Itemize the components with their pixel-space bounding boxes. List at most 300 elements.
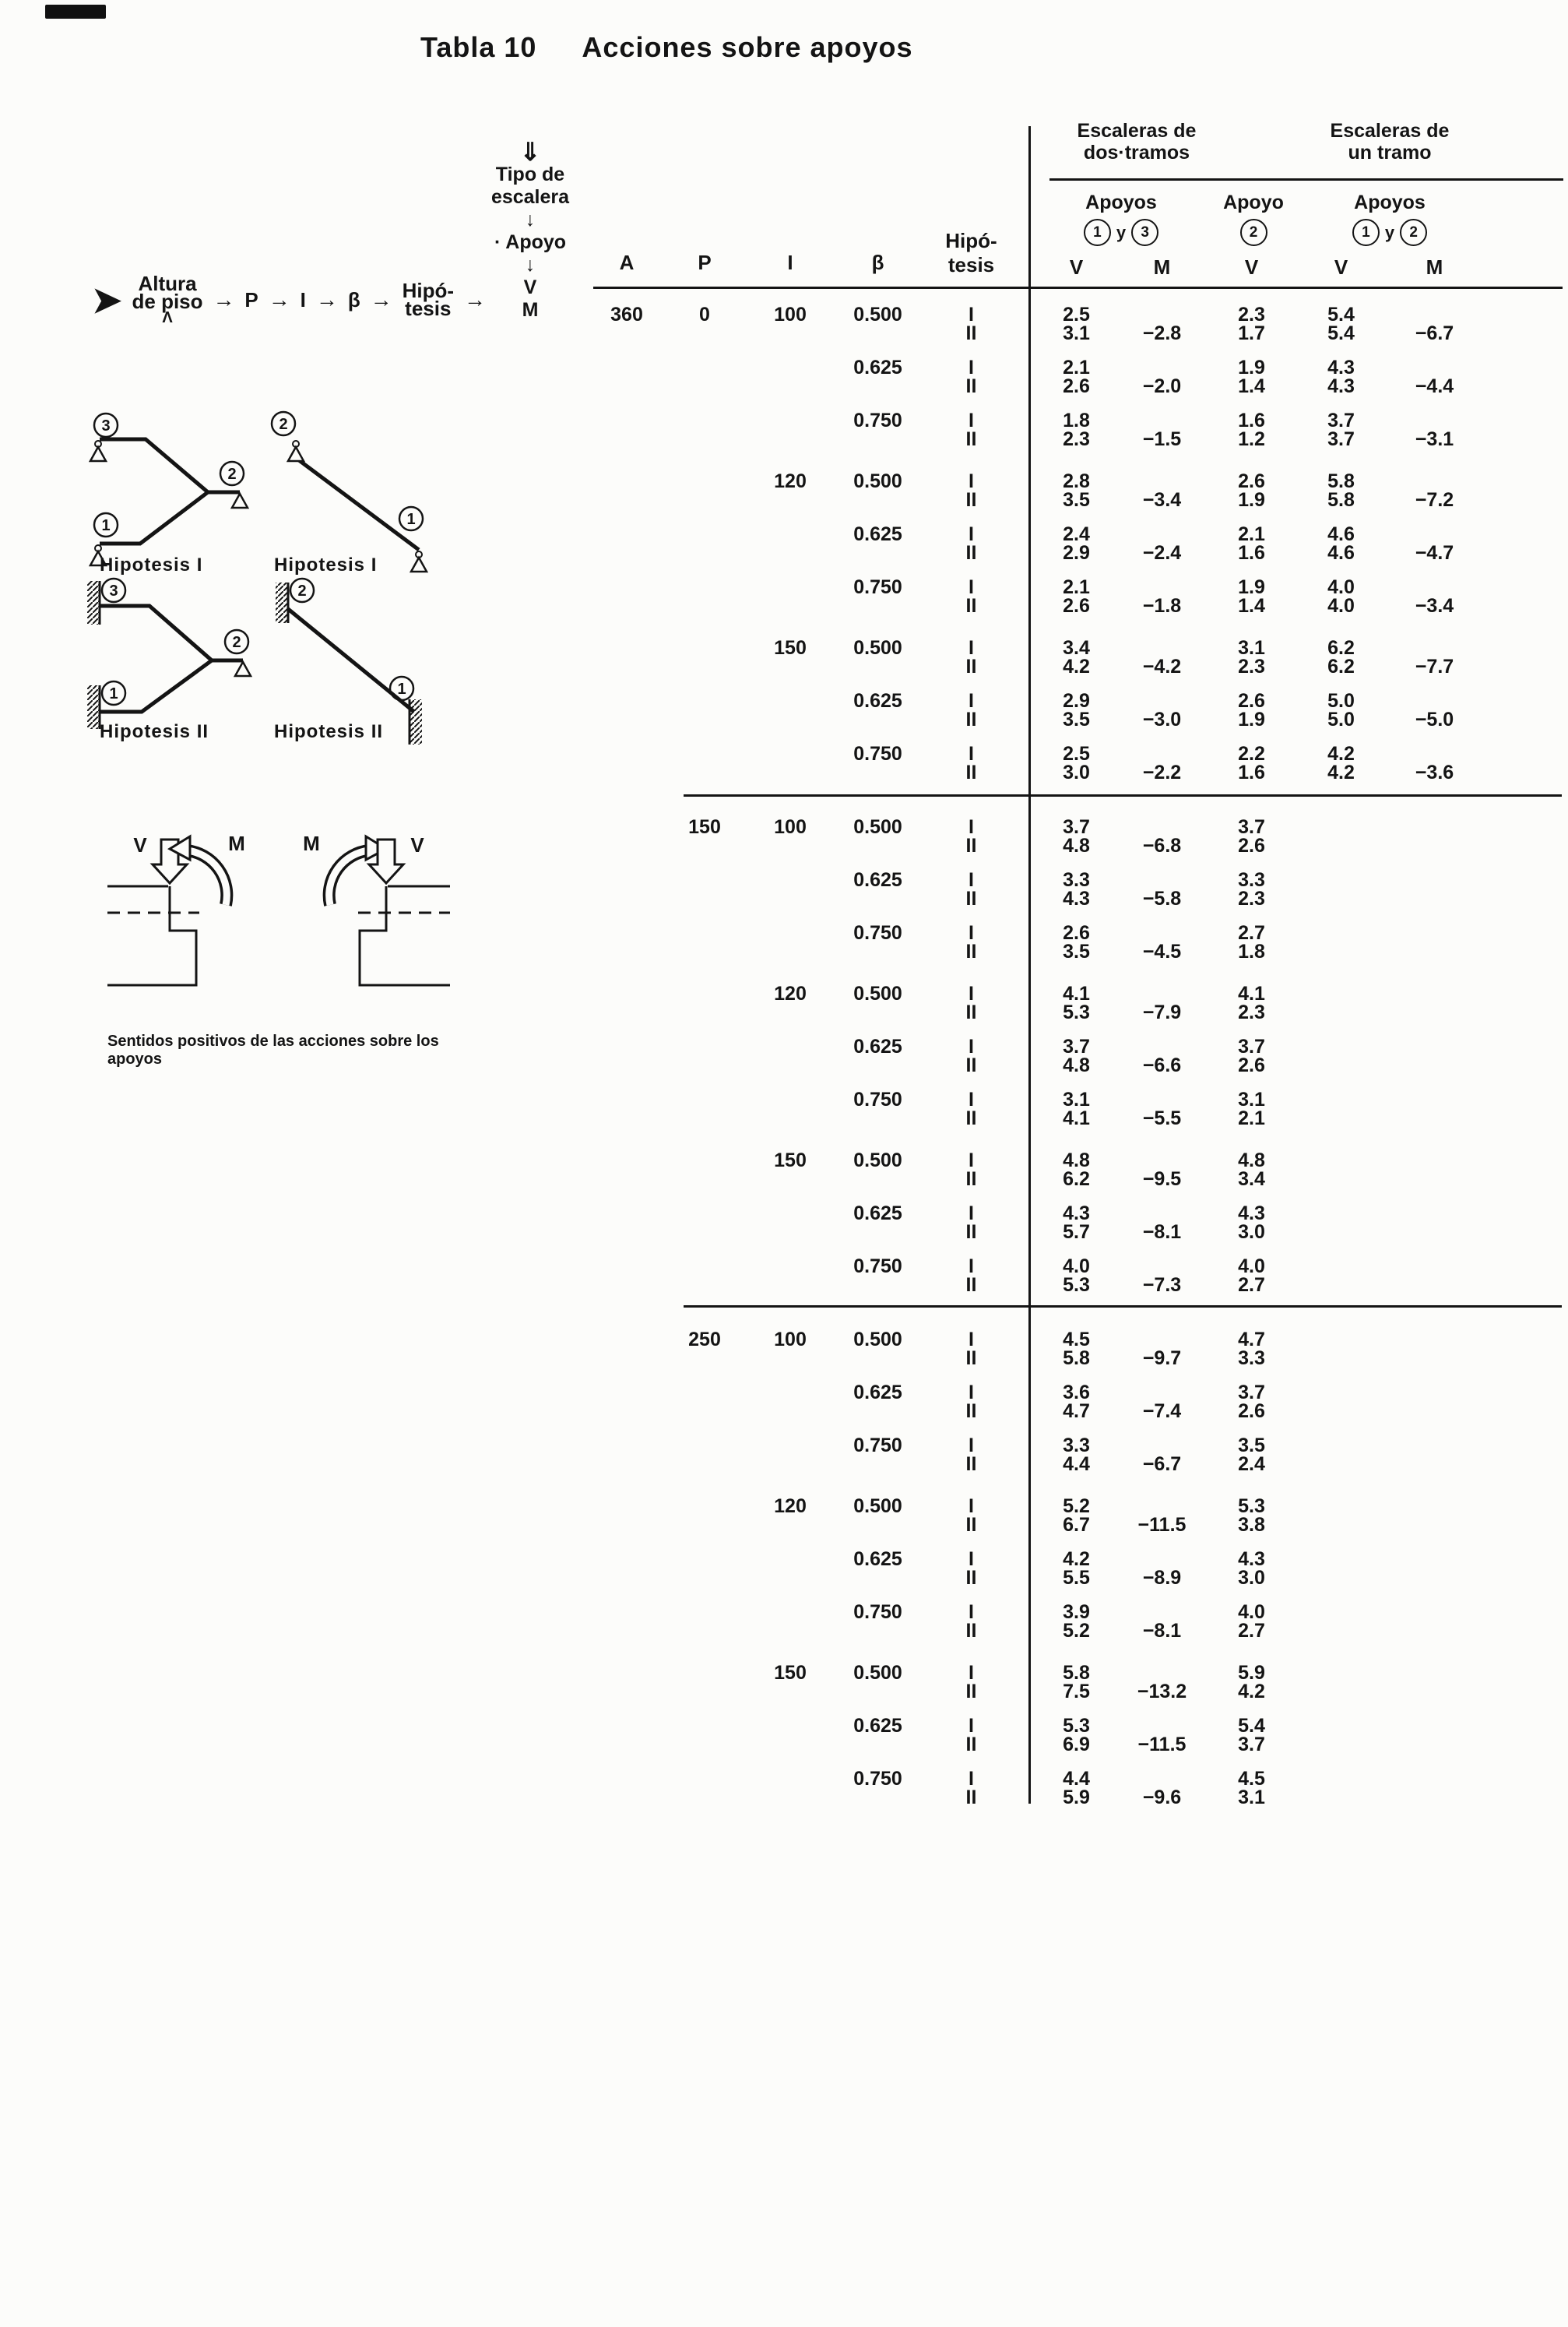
- cell-hipotesis: II: [965, 941, 977, 963]
- cell-beta: 0.750: [853, 1255, 902, 1277]
- cell-p: [662, 1497, 747, 1516]
- cell-v-apoyo2: 4.8: [1238, 1149, 1265, 1171]
- cell-v-apoyos12: 5.8: [1327, 489, 1355, 511]
- cell-p: [662, 491, 747, 509]
- cell-i: 150: [774, 1149, 807, 1171]
- cell-i: [747, 836, 833, 855]
- cell-hipotesis: I: [969, 1149, 974, 1171]
- table-row: [592, 942, 1483, 961]
- cell-v-apoyos13: 4.1: [1063, 1107, 1090, 1129]
- cell-beta: [833, 1621, 923, 1640]
- cell-m-apoyos13: −8.1: [1142, 1620, 1182, 1642]
- cell-beta: [833, 1568, 923, 1587]
- cell-i: [747, 657, 833, 676]
- cell-v-apoyos12: 5.8: [1327, 470, 1355, 492]
- cell-v-apoyo2: 1.6: [1238, 762, 1265, 783]
- diagram-label: Hipotesis II: [100, 721, 209, 742]
- cell-beta: [833, 1349, 923, 1368]
- table-row: [592, 710, 1483, 729]
- rule-spacer: [1020, 639, 1039, 657]
- cell-m-apoyos12: [1390, 745, 1479, 763]
- cell-a: [592, 430, 662, 449]
- rule-spacer: [1020, 1349, 1039, 1368]
- cell-v-apoyo2: 3.8: [1238, 1514, 1265, 1536]
- cell-beta: [833, 377, 923, 396]
- cell-i: [747, 358, 833, 377]
- cell-i: [747, 1109, 833, 1128]
- rule-spacer: [1020, 1037, 1039, 1056]
- support-header-1-2: [1304, 192, 1475, 246]
- cell-v-apoyos12: [1292, 1109, 1390, 1128]
- cell-m-apoyos13: [1113, 1436, 1211, 1455]
- cell-m-apoyos12: −6.7: [1415, 322, 1454, 344]
- table-row: [592, 1003, 1483, 1022]
- table-row: [592, 1037, 1483, 1056]
- cell-v-apoyos12: [1292, 1204, 1390, 1223]
- cell-v-apoyos12: [1292, 1663, 1390, 1682]
- cell-v-apoyo2: 3.7: [1238, 1036, 1265, 1058]
- cell-v-apoyo2: 2.3: [1238, 888, 1265, 910]
- cell-a: [592, 1516, 662, 1534]
- cell-hipotesis: I: [969, 637, 974, 659]
- cell-m-apoyos13: [1113, 1663, 1211, 1682]
- cell-i: [747, 1276, 833, 1294]
- cell-hipotesis: II: [965, 1567, 977, 1589]
- cell-m-apoyos12: [1390, 924, 1479, 942]
- cell-v-apoyos13: 4.5: [1063, 1329, 1090, 1350]
- table-row: [592, 1257, 1483, 1276]
- table-row: [592, 1455, 1483, 1473]
- cell-a: [592, 889, 662, 908]
- cell-i: [747, 1003, 833, 1022]
- cell-v-apoyos12: 5.0: [1327, 709, 1355, 730]
- chain-v: V: [523, 276, 537, 298]
- cell-a: [592, 639, 662, 657]
- cell-beta: [833, 1223, 923, 1241]
- support-number: 1: [109, 685, 118, 702]
- table-number: Tabla 10: [420, 31, 537, 63]
- cell-p: [662, 1788, 747, 1807]
- cell-hipotesis: I: [969, 983, 974, 1005]
- cell-i: 100: [774, 1329, 807, 1350]
- cell-v-apoyo2: 4.7: [1238, 1329, 1265, 1350]
- cell-v-apoyos12: 3.7: [1327, 410, 1355, 431]
- rule-spacer: [1020, 1735, 1039, 1754]
- cell-v-apoyos12: [1292, 1349, 1390, 1368]
- rule-spacer: [1020, 1170, 1039, 1188]
- cell-i: [747, 1402, 833, 1420]
- cell-a: [592, 818, 662, 836]
- cell-hipotesis: I: [969, 816, 974, 838]
- right-arrow-icon: ➤: [92, 280, 122, 320]
- fixed-support-icon: [87, 581, 100, 625]
- col-header-p: P: [698, 251, 712, 274]
- cell-i: [747, 430, 833, 449]
- cell-hipotesis: I: [969, 1329, 974, 1350]
- cell-i: 150: [774, 1662, 807, 1684]
- cell-beta: [833, 1788, 923, 1807]
- cell-m-apoyos13: [1113, 818, 1211, 836]
- cell-a: [592, 871, 662, 889]
- table-row: [592, 889, 1483, 908]
- cell-hipotesis: II: [965, 1107, 977, 1129]
- cell-beta: [833, 1682, 923, 1701]
- support-title: Apoyo: [1223, 192, 1284, 213]
- col-header-v1: V: [1069, 255, 1084, 279]
- cell-i: [747, 1550, 833, 1568]
- cell-v-apoyo2: 2.4: [1238, 1453, 1265, 1475]
- rule-spacer: [1020, 358, 1039, 377]
- cell-hipotesis: II: [965, 1681, 977, 1702]
- table-row: [592, 1436, 1483, 1455]
- cell-m-apoyos13: [1113, 924, 1211, 942]
- cell-hipotesis: I: [969, 869, 974, 891]
- group-header-line1: Escaleras de: [1077, 120, 1197, 142]
- cell-v-apoyos13: 3.6: [1063, 1382, 1090, 1403]
- cell-p: [662, 358, 747, 377]
- cell-i: 100: [774, 304, 807, 326]
- cell-v-apoyos12: 3.7: [1327, 428, 1355, 450]
- cell-a: [592, 358, 662, 377]
- cell-v-apoyos13: 3.1: [1063, 1089, 1090, 1111]
- cell-beta: 0.625: [853, 357, 902, 378]
- cell-m-apoyos12: −4.7: [1415, 542, 1454, 564]
- rule-spacer: [1020, 411, 1039, 430]
- cell-a: [592, 1330, 662, 1349]
- circled-number-icon: 2: [1240, 219, 1267, 246]
- cell-a: [592, 578, 662, 597]
- cell-a: [592, 411, 662, 430]
- diagram-one-flight-hipotesis-1: [262, 410, 441, 577]
- cell-beta: 0.625: [853, 1382, 902, 1403]
- cell-v-apoyos13: 3.9: [1063, 1601, 1090, 1623]
- cell-m-apoyos12: [1390, 358, 1479, 377]
- cell-a: [592, 657, 662, 676]
- cell-v-apoyos13: 6.2: [1063, 1168, 1090, 1190]
- table-row: [592, 763, 1483, 782]
- cell-i: [747, 491, 833, 509]
- cell-v-apoyo2: 1.6: [1238, 410, 1265, 431]
- cell-p: [662, 1735, 747, 1754]
- cell-v-apoyo2: 4.0: [1238, 1255, 1265, 1277]
- rule-spacer: [1020, 657, 1039, 676]
- col-header-v3: V: [1334, 255, 1348, 279]
- cell-a: [592, 692, 662, 710]
- m-action-label: M: [228, 832, 245, 855]
- rule-spacer: [1020, 1151, 1039, 1170]
- cell-i: [747, 1090, 833, 1109]
- cell-p: [662, 1349, 747, 1368]
- cell-m-apoyos13: −7.9: [1142, 1002, 1182, 1023]
- flow-altura-line2: de piso: [132, 290, 203, 313]
- diagram-positive-actions-right: [294, 826, 458, 1012]
- cell-v-apoyo2: 2.6: [1238, 1400, 1265, 1422]
- cell-v-apoyos12: [1292, 942, 1390, 961]
- cell-hipotesis: II: [965, 1620, 977, 1642]
- cell-v-apoyos12: [1292, 1330, 1390, 1349]
- cell-hipotesis: I: [969, 1495, 974, 1517]
- cell-v-apoyos13: 3.0: [1063, 762, 1090, 783]
- cell-v-apoyos13: 2.1: [1063, 576, 1090, 598]
- table-row: [592, 1788, 1483, 1807]
- col-header-i: I: [787, 251, 793, 274]
- cell-hipotesis: I: [969, 410, 974, 431]
- cell-v-apoyos13: 3.4: [1063, 637, 1090, 659]
- cell-v-apoyo2: 3.5: [1238, 1435, 1265, 1456]
- cell-beta: 0.750: [853, 1089, 902, 1111]
- cell-a: [592, 1550, 662, 1568]
- cell-v-apoyo2: 2.7: [1238, 1620, 1265, 1642]
- cell-m-apoyos12: [1390, 1402, 1479, 1420]
- flow-i: I: [300, 287, 306, 312]
- cell-v-apoyo2: 1.9: [1238, 576, 1265, 598]
- cell-v-apoyos13: 1.8: [1063, 410, 1090, 431]
- cell-hipotesis: II: [965, 542, 977, 564]
- cell-i: [747, 525, 833, 544]
- cell-m-apoyos12: [1390, 1497, 1479, 1516]
- cell-m-apoyos13: −4.5: [1142, 941, 1182, 963]
- cell-m-apoyos13: −13.2: [1137, 1681, 1187, 1702]
- cell-a: [592, 1735, 662, 1754]
- cell-m-apoyos13: [1113, 1204, 1211, 1223]
- cell-hipotesis: II: [965, 1168, 977, 1190]
- rule-spacer: [1020, 1769, 1039, 1788]
- flow-key: [92, 266, 486, 333]
- cell-hipotesis: I: [969, 1548, 974, 1570]
- cell-m-apoyos13: [1113, 305, 1211, 324]
- table-row: [592, 1204, 1483, 1223]
- rule-spacer: [1020, 544, 1039, 562]
- cell-m-apoyos13: −6.8: [1142, 835, 1182, 857]
- cell-m-apoyos12: [1390, 1516, 1479, 1534]
- cell-v-apoyo2: 2.7: [1238, 1274, 1265, 1296]
- cell-a: [592, 1109, 662, 1128]
- cell-i: [747, 1436, 833, 1455]
- cell-i: [747, 377, 833, 396]
- page-title: Acciones sobre apoyos: [582, 31, 913, 63]
- support-number: 1: [406, 511, 416, 528]
- rule-spacer: [1020, 1056, 1039, 1075]
- cell-v-apoyos12: [1292, 1716, 1390, 1735]
- step-profile: [360, 886, 450, 985]
- cell-beta: 0.625: [853, 1548, 902, 1570]
- rule-spacer: [1020, 1788, 1039, 1807]
- rule-spacer: [1020, 984, 1039, 1003]
- table-row: [592, 1550, 1483, 1568]
- cell-hipotesis: II: [965, 1002, 977, 1023]
- rule-spacer: [1020, 1276, 1039, 1294]
- cell-beta: 0.625: [853, 523, 902, 545]
- cell-v-apoyos12: [1292, 836, 1390, 855]
- cell-p: [662, 1769, 747, 1788]
- cell-hipotesis: II: [965, 428, 977, 450]
- cell-i: [747, 1383, 833, 1402]
- cell-p: [662, 411, 747, 430]
- cell-v-apoyos12: 4.0: [1327, 576, 1355, 598]
- cell-i: [747, 1223, 833, 1241]
- cell-p: 150: [688, 816, 721, 838]
- cell-i: [747, 1204, 833, 1223]
- cell-a: [592, 1663, 662, 1682]
- cell-i: [747, 1349, 833, 1368]
- table-row: [592, 1663, 1483, 1682]
- rule-spacer: [1020, 1663, 1039, 1682]
- cell-v-apoyos13: 3.5: [1063, 709, 1090, 730]
- circled-number-icon: 3: [1131, 219, 1158, 246]
- cell-v-apoyos13: 5.2: [1063, 1495, 1090, 1517]
- rule-spacer: [1020, 710, 1039, 729]
- cell-v-apoyo2: 1.9: [1238, 489, 1265, 511]
- cell-v-apoyos12: 4.3: [1327, 357, 1355, 378]
- diagram-label: Hipotesis I: [274, 554, 378, 576]
- cell-v-apoyos12: [1292, 1090, 1390, 1109]
- cell-a: [592, 1223, 662, 1241]
- cell-p: [662, 639, 747, 657]
- flow-beta: β: [347, 287, 360, 312]
- figure-caption: Sentidos positivos de las acciones sobre los apoyos: [107, 1033, 439, 1068]
- rule-spacer: [1020, 924, 1039, 942]
- cell-beta: 0.500: [853, 470, 902, 492]
- cell-p: [662, 525, 747, 544]
- cell-a: [592, 1716, 662, 1735]
- cell-p: [662, 984, 747, 1003]
- cell-m-apoyos13: −8.9: [1142, 1567, 1182, 1589]
- cell-p: [662, 1682, 747, 1701]
- rule-spacer: [1020, 430, 1039, 449]
- cell-v-apoyo2: 1.6: [1238, 542, 1265, 564]
- cell-hipotesis: II: [965, 709, 977, 730]
- chain-tipo-line2: escalera: [490, 186, 570, 208]
- cell-beta: [833, 836, 923, 855]
- col-header-hipotesis: [923, 229, 1020, 277]
- fixed-support-icon: [87, 685, 100, 729]
- cell-i: [747, 1568, 833, 1587]
- cell-v-apoyos12: [1292, 924, 1390, 942]
- cell-v-apoyos13: 3.3: [1063, 1435, 1090, 1456]
- circled-number-icon: 1: [1084, 219, 1111, 246]
- diagram-label: Hipotesis II: [274, 721, 384, 742]
- pin-support-icon: [411, 558, 427, 572]
- table-row: [592, 544, 1483, 562]
- cell-hipotesis: I: [969, 743, 974, 765]
- support-number: 2: [297, 583, 307, 600]
- cell-hipotesis: II: [965, 489, 977, 511]
- cell-beta: 0.625: [853, 690, 902, 712]
- cell-v-apoyos12: [1292, 1568, 1390, 1587]
- chain-tipo-line1: Tipo de: [495, 164, 565, 185]
- rule-spacer: [1020, 1330, 1039, 1349]
- cell-beta: [833, 710, 923, 729]
- flow-hipo-line1: Hipó-: [402, 279, 455, 302]
- cell-v-apoyo2: 4.2: [1238, 1681, 1265, 1702]
- cell-a: [592, 1090, 662, 1109]
- col-header-m3: M: [1426, 255, 1443, 279]
- cell-v-apoyo2: 3.3: [1238, 869, 1265, 891]
- cell-m-apoyos13: −11.5: [1137, 1514, 1187, 1536]
- rule-spacer: [1020, 692, 1039, 710]
- cell-v-apoyo2: 2.6: [1238, 1054, 1265, 1076]
- cell-i: 100: [774, 816, 807, 838]
- cell-v-apoyos12: [1292, 871, 1390, 889]
- cell-beta: [833, 324, 923, 343]
- cell-m-apoyos12: [1390, 1151, 1479, 1170]
- cell-m-apoyos12: [1390, 305, 1479, 324]
- cell-m-apoyos13: −9.7: [1142, 1347, 1182, 1369]
- cell-v-apoyo2: 1.9: [1238, 357, 1265, 378]
- cell-v-apoyos13: 2.9: [1063, 542, 1090, 564]
- cell-v-apoyos13: 4.8: [1063, 835, 1090, 857]
- cell-hipotesis: I: [969, 1089, 974, 1111]
- joiner-label: y: [1384, 222, 1395, 242]
- cell-beta: [833, 544, 923, 562]
- cell-hipotesis: I: [969, 1382, 974, 1403]
- table-row: [592, 1383, 1483, 1402]
- cell-m-apoyos12: −3.6: [1415, 762, 1454, 783]
- cell-hipotesis: I: [969, 304, 974, 326]
- table-row: [592, 1621, 1483, 1640]
- cell-m-apoyos12: [1390, 1056, 1479, 1075]
- cell-v-apoyos12: [1292, 1682, 1390, 1701]
- cell-v-apoyo2: 2.2: [1238, 743, 1265, 765]
- support-number: 1: [101, 517, 111, 534]
- cell-v-apoyo2: 2.3: [1238, 656, 1265, 678]
- table-row: [592, 324, 1483, 343]
- cell-m-apoyos13: −6.6: [1142, 1054, 1182, 1076]
- support-title: Apoyos: [1354, 192, 1426, 213]
- cell-v-apoyos13: 2.1: [1063, 357, 1090, 378]
- cell-a: [592, 1037, 662, 1056]
- cell-a: [592, 1769, 662, 1788]
- cell-i: [747, 1682, 833, 1701]
- cell-hipotesis: II: [965, 888, 977, 910]
- cell-v-apoyos12: 4.2: [1327, 762, 1355, 783]
- table-row: [592, 692, 1483, 710]
- table-row: [592, 657, 1483, 676]
- cell-m-apoyos12: [1390, 1682, 1479, 1701]
- cell-a: [592, 942, 662, 961]
- cell-beta: [833, 1109, 923, 1128]
- cell-beta: [833, 491, 923, 509]
- cell-hipotesis: I: [969, 1768, 974, 1790]
- cell-v-apoyo2: 3.7: [1238, 1734, 1265, 1755]
- cell-a: [592, 1170, 662, 1188]
- cell-m-apoyos13: [1113, 639, 1211, 657]
- table-row: [592, 1223, 1483, 1241]
- table-row: [592, 1090, 1483, 1109]
- cell-i: [747, 871, 833, 889]
- table-row: [592, 578, 1483, 597]
- table-rows: [592, 294, 1483, 1807]
- cell-m-apoyos13: [1113, 578, 1211, 597]
- table-row: [592, 871, 1483, 889]
- table-row: [592, 411, 1483, 430]
- group-header-line1: Escaleras de: [1330, 120, 1450, 142]
- cell-beta: [833, 1170, 923, 1188]
- cell-beta: [833, 597, 923, 615]
- cell-i: [747, 1037, 833, 1056]
- cell-hipotesis: II: [965, 1453, 977, 1475]
- circled-number-icon: 1: [1352, 219, 1380, 246]
- cell-a: [592, 1788, 662, 1807]
- cell-a: [592, 1402, 662, 1420]
- table-row: [592, 1402, 1483, 1420]
- rule-spacer: [1020, 1090, 1039, 1109]
- cell-p: [662, 1170, 747, 1188]
- cell-v-apoyos12: [1292, 1383, 1390, 1402]
- hipotesis-line2: tesis: [947, 253, 995, 276]
- cell-m-apoyos13: −1.8: [1142, 595, 1182, 617]
- col-header-beta: β: [871, 251, 884, 274]
